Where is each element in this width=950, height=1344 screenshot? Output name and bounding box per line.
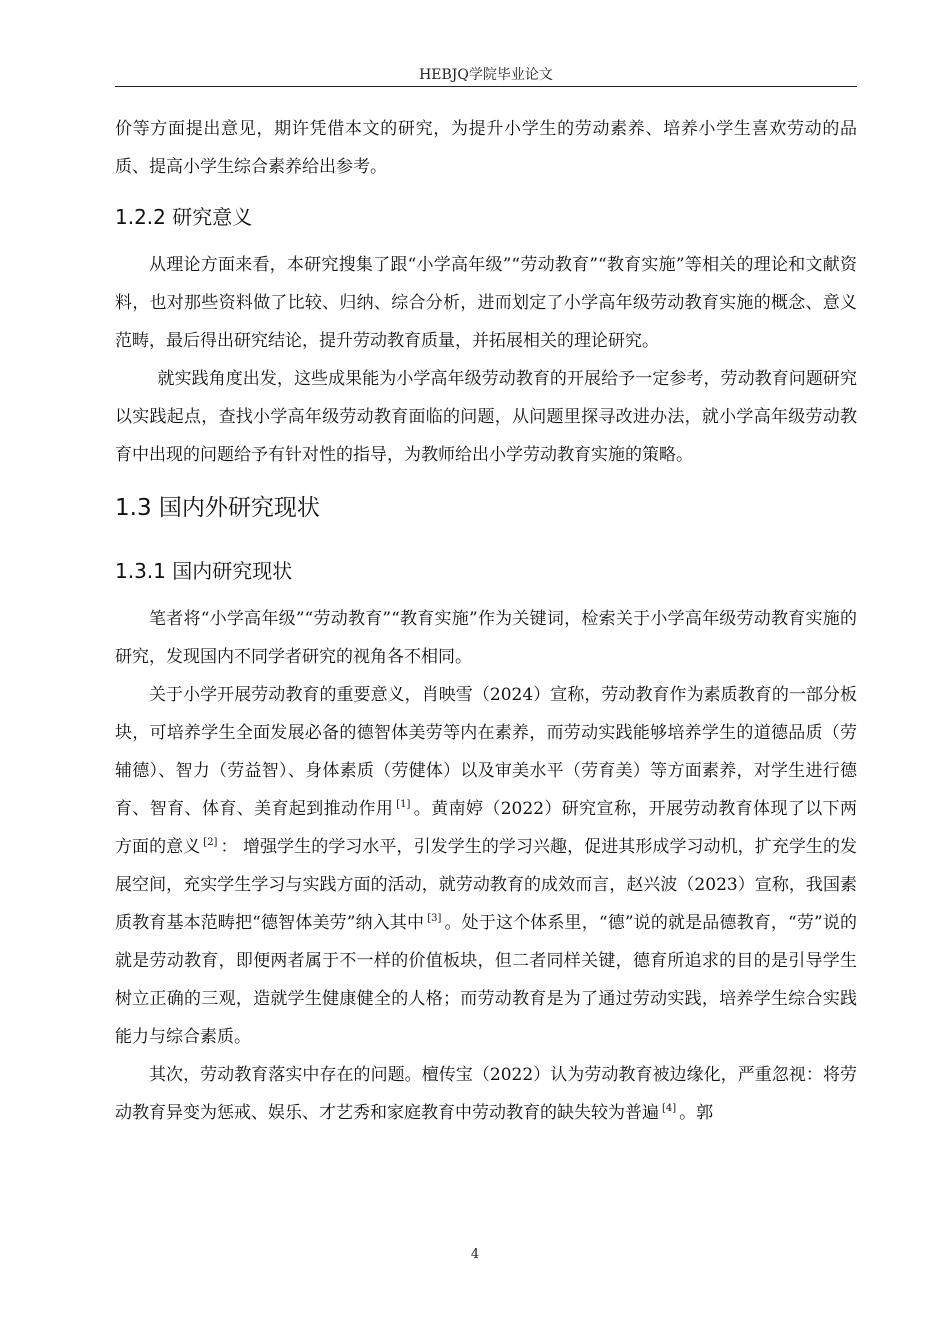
citation-ref-3: [3] (427, 913, 442, 924)
paragraph-significance-review (115, 676, 857, 1056)
page-body (115, 110, 857, 1132)
text-run: 关于小学开展劳动教育的重要意义，肖映雪（2024）宣称，劳动教育作为素质教育的一部分板块，可培养学生全面发展必备的德智体美劳等内在素养，而劳动实践能够培养学生的道德品质（劳辅德）、智力（劳益智）、身体素质（劳健体）以及审美水平（劳育美）等方面素养，对学生进行德育、智育、体育、美育起到推动作用 (115, 685, 857, 819)
running-header: HEBJQ学院毕业论文 (419, 67, 553, 83)
heading-research-significance: 1.2.2 研究意义 (115, 205, 253, 229)
text-run: 。处于这个体系里，“德”说的就是品德教育，“劳”说的就是劳动教育，即便两者属于不一样的价值板块，但二者同样关键，德育所追求的目的是引导学生树立正确的三观，造就学生健康健全的人格；而劳动教育是为了通过劳动实践，培养学生综合实践能力与综合素质。 (115, 913, 857, 1047)
paragraph-continuation: 价等方面提出意见，期许凭借本文的研究，为提升小学生的劳动素养、培养小学生喜欢劳动的品质、提高小学生综合素养给出参考。 (115, 119, 857, 177)
paragraph-theory: 从理论方面来看，本研究搜集了跟“小学高年级”“劳动教育”“教育实施”等相关的理论和文献资料，也对那些资料做了比较、归纳、综合分析，进而划定了小学高年级劳动教育实施的概念、意义范畴，最后得出研究结论，提升劳动教育质量，并拓展相关的理论研究。 (115, 255, 857, 351)
text-run: 。黄南婷（2022）研究宣称，开展劳动教育体现了以下两方面的意义 (115, 799, 858, 857)
text-run: ： 增强学生的学习水平，引发学生的学习兴趣，促进其形成学习动机，扩充学生的发展空间，充实学生学习与实践方面的活动，就劳动教育的成效而言，赵兴波（2023）宣称，我国素质教育基本范畴把“德智体美劳”纳入其中 (115, 837, 858, 933)
paragraph-problems-review (115, 1056, 857, 1132)
heading-research-status: 1.3 国内外研究现状 (115, 495, 320, 521)
citation-ref-4: [4] (662, 1103, 677, 1114)
heading-domestic-status: 1.3.1 国内研究现状 (115, 559, 293, 583)
text-run: 其次，劳动教育落实中存在的问题。檀传宝（2022）认为劳动教育被边缘化，严重忽视：将劳动教育异变为惩戒、娱乐、才艺秀和家庭教育中劳动教育的缺失较为普遍 (115, 1065, 857, 1123)
paragraph-practice: 就实践角度出发，这些成果能为小学高年级劳动教育的开展给予一定参考，劳动教育问题研究以实践起点，查找小学高年级劳动教育面临的问题，从问题里探寻改进办法，就小学高年级劳动教育中出现的问题给予有针对性的指导，为教师给出小学劳动教育实施的策略。 (115, 369, 857, 465)
citation-ref-2: [2] (203, 837, 218, 848)
text-run: 。郭 (679, 1103, 714, 1123)
paragraph-keywords: 笔者将“小学高年级”“劳动教育”“教育实施”作为关键词，检索关于小学高年级劳动教育实施的研究，发现国内不同学者研究的视角各不相同。 (115, 609, 857, 667)
citation-ref-1: [1] (396, 799, 411, 810)
header-rule (115, 86, 857, 87)
page-number: 4 (470, 1247, 480, 1262)
